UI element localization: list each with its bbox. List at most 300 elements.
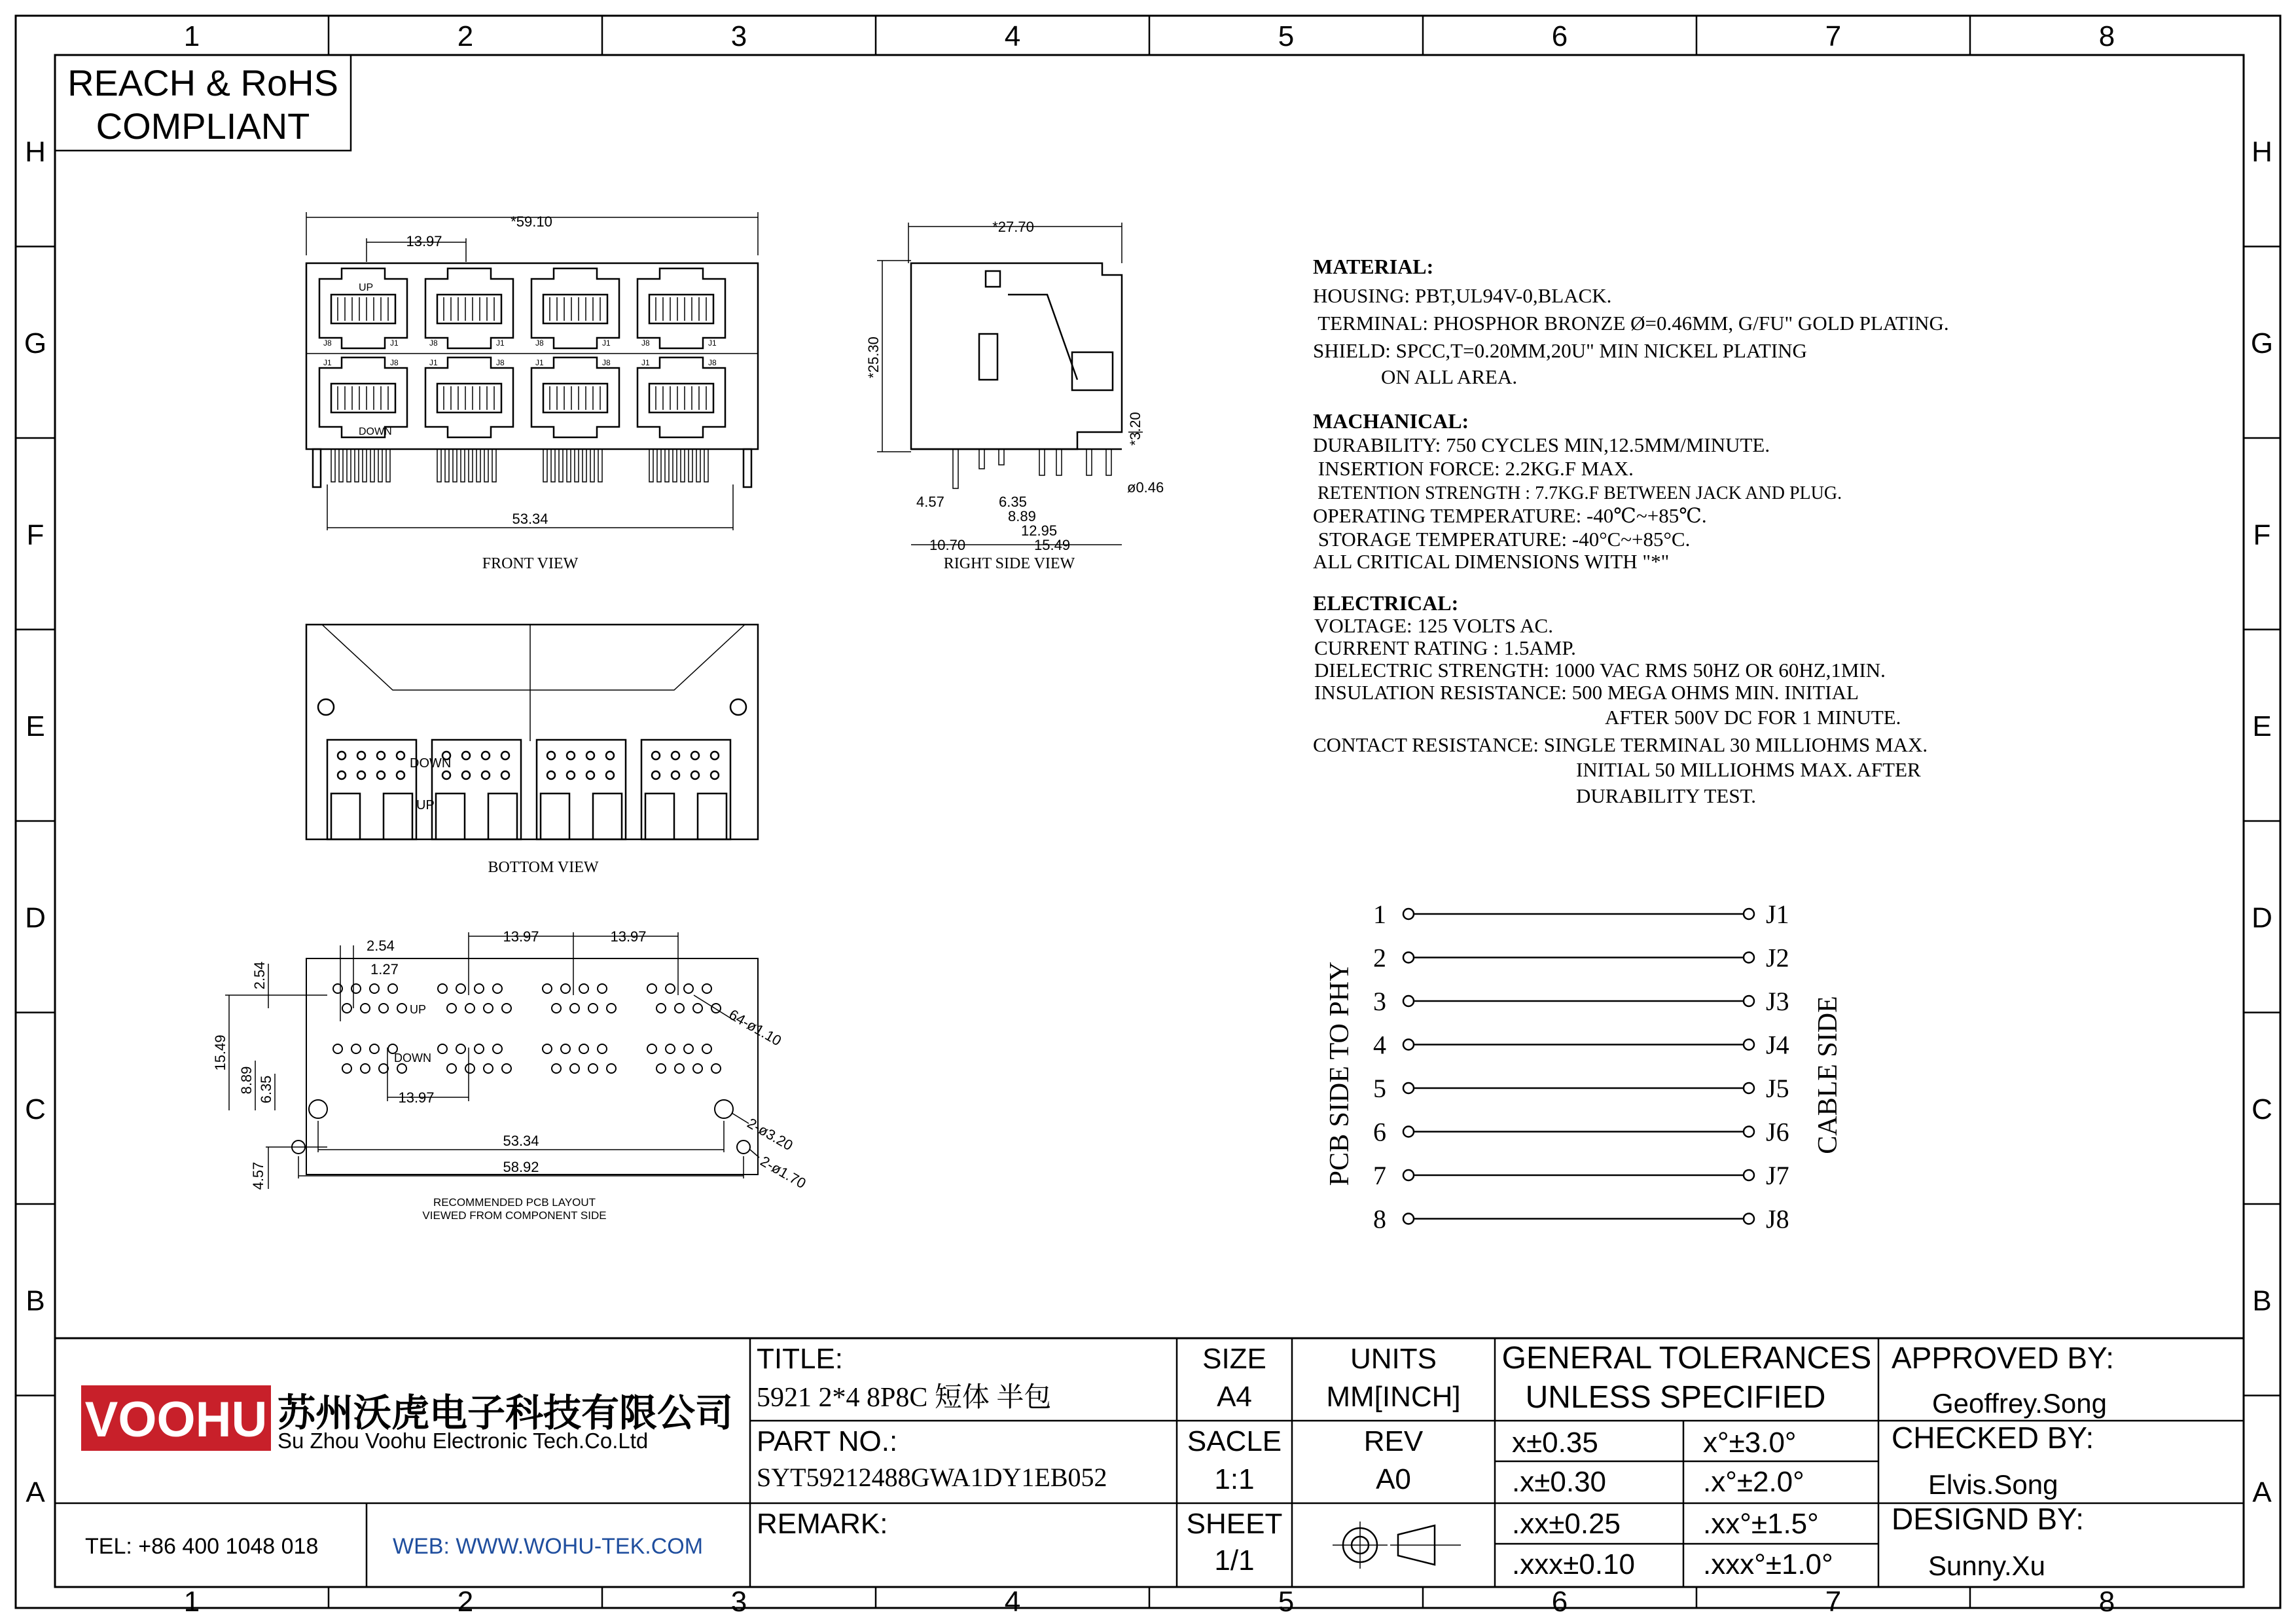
wiring-terminal-right [1744, 996, 1754, 1006]
pcb-pitch-a: 13.97 [503, 928, 539, 945]
bottom-pin [547, 771, 555, 779]
bottom-port-outline [641, 740, 730, 839]
wiring-terminal-left [1403, 1214, 1414, 1224]
pcb-pin-hole [684, 1044, 693, 1053]
bottom-pin [338, 752, 346, 759]
pcb-pin-hole [456, 1044, 465, 1053]
port-outline [425, 268, 513, 348]
pcb-label-line2: VIEWED FROM COMPONENT SIDE [422, 1209, 607, 1222]
rj45-port [637, 357, 725, 437]
front-pin [461, 449, 465, 482]
pcb-layout [212, 928, 809, 1222]
pcb-pin-hole [552, 1004, 561, 1013]
tolerance-x1-angle: .x°±2.0° [1703, 1466, 1804, 1498]
wiring-row [1373, 1205, 1789, 1234]
pcb-pin-hole [656, 1064, 666, 1073]
rj45-port [319, 268, 407, 348]
front-pin [681, 449, 685, 482]
size-value: A4 [1217, 1381, 1252, 1413]
wiring-terminal-left [1403, 1040, 1414, 1050]
approved-label: APPROVED BY: [1892, 1341, 2115, 1375]
zone-column-label: 7 [1825, 1586, 1842, 1618]
pcb-hole-110: 64-ø1.10 [726, 1006, 785, 1049]
pcb-pin-hole [484, 1004, 493, 1013]
wiring-terminal-left [1403, 1083, 1414, 1093]
pcb-pin-hole [647, 984, 656, 993]
pcb-dim-254a: 2.54 [367, 938, 395, 954]
port-opening [543, 384, 607, 412]
pcb-pin-hole [333, 984, 342, 993]
zone-column-label: 8 [2098, 20, 2115, 52]
tolerance-x3: .xxx±0.10 [1512, 1548, 1636, 1580]
zone-column-label: 5 [1278, 1586, 1295, 1618]
bottom-pin [377, 771, 385, 779]
pcb-pin-hole [475, 1044, 484, 1053]
pcb-pin-hole [456, 984, 465, 993]
side-dim-height: *25.30 [865, 337, 882, 378]
zone-row-label: G [2250, 327, 2274, 359]
pcb-pin-hole [370, 1044, 379, 1053]
bottom-pin [442, 771, 450, 779]
side-pin [1106, 449, 1111, 475]
sheet-value: 1/1 [1214, 1544, 1255, 1577]
front-post-right [744, 449, 751, 487]
side-dim-320: *3.20 [1127, 412, 1143, 446]
front-post-left [313, 449, 321, 487]
front-pin [445, 449, 449, 482]
front-pin [657, 449, 661, 482]
material-line-1: HOUSING: PBT,UL94V-0,BLACK. [1313, 284, 1612, 307]
wiring-pin-number: 4 [1373, 1030, 1386, 1060]
wiring-terminal-left [1403, 953, 1414, 963]
bottom-pin [672, 771, 679, 779]
wiring-terminal-right [1744, 1040, 1754, 1050]
zone-row-label: C [25, 1093, 46, 1125]
pcb-pin-hole [647, 1044, 656, 1053]
title-value: 5921 2*4 8P8C 短体 半包 [757, 1383, 1052, 1413]
wiring-terminal-left [1403, 996, 1414, 1006]
wiring-row [1373, 1118, 1789, 1147]
pcb-hole-170: 2-ø1.70 [757, 1152, 809, 1192]
front-pin [331, 449, 335, 482]
pcb-dim-457: 4.57 [250, 1161, 266, 1190]
front-pin [583, 449, 586, 482]
front-pin [543, 449, 547, 482]
electrical-line-5: AFTER 500V DC FOR 1 MINUTE. [1605, 706, 1901, 729]
wiring-pin-label: J8 [1766, 1204, 1789, 1234]
approved-value: Geoffrey.Song [1932, 1388, 2107, 1419]
company-web: WEB: WWW.WOHU-TEK.COM [393, 1534, 704, 1559]
zone-column-label: 7 [1825, 20, 1842, 52]
rj45-port [531, 357, 619, 437]
pcb-pin-hole [656, 1004, 666, 1013]
bottom-latch [593, 793, 622, 839]
port-outline [319, 268, 407, 348]
pcb-pin-hole [351, 984, 361, 993]
bottom-pin [338, 771, 346, 779]
side-dim-889: 8.89 [1008, 508, 1036, 524]
port-opening [331, 295, 395, 323]
bottom-pin [672, 752, 679, 759]
projection-symbol-icon [1333, 1522, 1461, 1569]
bottom-pin [357, 771, 365, 779]
pcb-pin-hole [484, 1064, 493, 1073]
bottom-pin [547, 752, 555, 759]
bottom-pin [501, 771, 509, 779]
pcb-pin-hole [397, 1004, 406, 1013]
wiring-terminal-right [1744, 909, 1754, 919]
bottom-view-label: BOTTOM VIEW [488, 859, 599, 876]
pcb-pin-hole [693, 1064, 702, 1073]
tolerance-x: x±0.35 [1512, 1427, 1598, 1459]
pcb-pin-hole [711, 1064, 721, 1073]
zone-row-label: A [26, 1476, 45, 1508]
mechanical-line-1: DURABILITY: 750 CYCLES MIN,12.5MM/MINUTE. [1313, 433, 1770, 456]
zone-row-label: E [26, 710, 45, 742]
rj45-port [425, 268, 513, 348]
bottom-pin [652, 771, 660, 779]
rev-value: A0 [1376, 1463, 1411, 1495]
port-pin-label: J1 [390, 338, 399, 348]
pcb-dim-635: 6.35 [258, 1075, 274, 1104]
port-opening [543, 295, 607, 323]
bottom-pin [377, 752, 385, 759]
compliance-box [55, 55, 351, 151]
wiring-terminal-left [1403, 1127, 1414, 1137]
compliance-line1: REACH & RoHS [67, 62, 338, 103]
electrical-title: ELECTRICAL: [1313, 591, 1459, 615]
wiring-pin-label: J6 [1766, 1117, 1789, 1147]
port-opening [649, 384, 713, 412]
zone-column-label: 6 [1551, 20, 1568, 52]
bottom-latch [331, 793, 360, 839]
port-opening [649, 295, 713, 323]
wiring-pin-number: 6 [1373, 1117, 1386, 1147]
side-dim-width: *27.70 [992, 219, 1034, 235]
pcb-pin-hole [333, 1044, 342, 1053]
pcb-pin-hole [588, 1004, 598, 1013]
front-pin [469, 449, 473, 482]
pcb-pin-hole [552, 1064, 561, 1073]
electrical-line-7: INITIAL 50 MILLIOHMS MAX. AFTER [1576, 758, 1921, 781]
pcb-pin-hole [397, 1064, 406, 1073]
port-up-label: UP [359, 282, 374, 293]
tolerance-title-1: GENERAL TOLERANCES [1501, 1341, 1872, 1376]
bottom-latch [488, 793, 517, 839]
pcb-pin-hole [666, 1044, 675, 1053]
front-pin [575, 449, 579, 482]
bottom-pin [397, 771, 404, 779]
designed-value: Sunny.Xu [1928, 1550, 2046, 1581]
front-pin [476, 449, 480, 482]
pcb-pin-hole [675, 1004, 684, 1013]
bottom-pin [482, 752, 490, 759]
pcb-pin-hole [438, 984, 447, 993]
zone-row-label: C [2251, 1093, 2272, 1125]
title-label: TITLE: [757, 1343, 844, 1375]
port-outline [637, 357, 725, 437]
wiring-pin-label: J1 [1766, 900, 1789, 929]
port-pin-label: J8 [708, 358, 717, 367]
zone-column-label: 3 [730, 1586, 747, 1618]
wiring-terminal-right [1744, 1170, 1754, 1180]
zone-column-label: 2 [457, 20, 474, 52]
front-pin [649, 449, 653, 482]
company-name-en: Su Zhou Voohu Electronic Tech.Co.Ltd [278, 1429, 649, 1453]
wiring-pin-number: 1 [1373, 900, 1386, 929]
port-pin-label: J8 [390, 358, 399, 367]
port-opening [331, 384, 395, 412]
wiring-right-label: CABLE SIDE [1813, 996, 1843, 1154]
wiring-pin-label: J3 [1766, 987, 1789, 1016]
right-side-view [865, 219, 1164, 572]
material-line-3: SHIELD: SPCC,T=0.20MM,20U" MIN NICKEL PLATING [1313, 339, 1807, 362]
port-pin-label: J1 [641, 358, 650, 367]
port-pin-label: J8 [602, 358, 611, 367]
pcb-pin-hole [361, 1004, 370, 1013]
zone-row-label: H [25, 136, 46, 168]
front-dim-pitch: 13.97 [406, 233, 442, 249]
right-side-view-label: RIGHT SIDE VIEW [943, 555, 1075, 572]
wiring-terminal-right [1744, 953, 1754, 963]
front-pin [590, 449, 594, 482]
zone-column-label: 5 [1278, 20, 1295, 52]
electrical-line-4: INSULATION RESISTANCE: 500 MEGA OHMS MIN. INITIAL [1314, 681, 1859, 704]
part-no-value: SYT59212488GWA1DY1EB052 [757, 1463, 1107, 1492]
tolerance-title-2: UNLESS SPECIFIED [1525, 1380, 1826, 1415]
front-pin [673, 449, 677, 482]
bottom-pin [652, 752, 660, 759]
front-pin [370, 449, 374, 482]
pcb-pin-hole [493, 1044, 502, 1053]
wiring-pin-label: J5 [1766, 1074, 1789, 1103]
pcb-pin-hole [447, 1064, 456, 1073]
port-outline [531, 357, 619, 437]
wiring-pin-number: 5 [1373, 1074, 1386, 1103]
size-label: SIZE [1202, 1343, 1266, 1375]
pcb-pitch-c: 13.97 [398, 1089, 435, 1106]
bottom-pin [501, 752, 509, 759]
bottom-port [327, 740, 416, 839]
pcb-down-label: DOWN [394, 1051, 431, 1065]
bottom-latch [384, 793, 412, 839]
scale-value: 1:1 [1214, 1463, 1255, 1495]
port-opening [437, 384, 501, 412]
pcb-pin-hole [607, 1004, 616, 1013]
front-pin [339, 449, 343, 482]
port-pin-label: J1 [602, 338, 611, 348]
designed-label: DESIGND BY: [1892, 1502, 2084, 1536]
pcb-pin-hole [579, 984, 588, 993]
front-pin [559, 449, 563, 482]
zone-column-label: 2 [457, 1586, 474, 1618]
wiring-terminal-right [1744, 1214, 1754, 1224]
checked-label: CHECKED BY: [1892, 1421, 2094, 1455]
units-label: UNITS [1350, 1343, 1437, 1375]
bottom-latch [541, 793, 569, 839]
pcb-mount-hole-left [309, 1100, 327, 1118]
pcb-hole-320: 2-ø3.20 [744, 1114, 796, 1154]
mechanical-line-2: INSERTION FORCE: 2.2KG.F MAX. [1313, 457, 1634, 480]
wiring-row [1373, 987, 1789, 1016]
side-pin [1039, 449, 1045, 475]
title-block [55, 1338, 2244, 1587]
wiring-terminal-left [1403, 909, 1414, 919]
bottom-pin [691, 771, 699, 779]
port-outline [637, 268, 725, 348]
rj45-port [425, 357, 513, 437]
bottom-view [306, 625, 758, 876]
port-pin-label: J1 [429, 358, 438, 367]
pcb-pin-hole [342, 1004, 351, 1013]
side-pin [999, 449, 1004, 465]
pcb-dim-5892: 58.92 [503, 1159, 539, 1175]
bottom-pin [711, 752, 719, 759]
wiring-pin-number: 3 [1373, 987, 1386, 1016]
logo-text: VOOHU [84, 1392, 268, 1448]
wiring-row [1373, 1074, 1789, 1103]
pcb-pin-hole [438, 1044, 447, 1053]
electrical-line-6: CONTACT RESISTANCE: SINGLE TERMINAL 30 MILLIOHMS MAX. [1313, 733, 1928, 756]
pcb-up-label: UP [410, 1003, 427, 1016]
pcb-label-line1: RECOMMENDED PCB LAYOUT [433, 1196, 596, 1209]
pcb-dim-1549: 15.49 [212, 1034, 228, 1071]
pcb-pin-hole [598, 1044, 607, 1053]
mechanical-line-6: ALL CRITICAL DIMENSIONS WITH "*" [1313, 550, 1670, 573]
zone-row-label: F [26, 519, 45, 551]
mechanical-line-3: RETENTION STRENGTH : 7.7KG.F BETWEEN JACK AND PLUG. [1313, 483, 1842, 503]
zone-row-label: A [2252, 1476, 2272, 1508]
wiring-terminal-right [1744, 1127, 1754, 1137]
pcb-pin-hole [465, 1064, 475, 1073]
pcb-pin-hole [447, 1004, 456, 1013]
bottom-port [432, 740, 521, 839]
front-pin [704, 449, 708, 482]
zone-column-label: 8 [2098, 1586, 2115, 1618]
front-dim-base: 53.34 [512, 511, 548, 527]
rj45-port [531, 268, 619, 348]
bottom-pin [462, 752, 470, 759]
front-pin [551, 449, 555, 482]
front-pin [355, 449, 359, 482]
side-pin [1056, 449, 1062, 475]
pcb-pin-hole [579, 1044, 588, 1053]
bottom-pin [606, 752, 614, 759]
pcb-mount-hole-right [715, 1100, 733, 1118]
port-outline [531, 268, 619, 348]
tolerance-x2: .xx±0.25 [1512, 1508, 1621, 1540]
port-pin-label: J8 [429, 338, 438, 348]
pcb-pin-hole [379, 1064, 388, 1073]
material-line-2: TERMINAL: PHOSPHOR BRONZE Ø=0.46MM, G/FU" GOLD PLATING. [1313, 312, 1949, 335]
port-pin-label: J8 [535, 338, 544, 348]
zone-labels [24, 20, 2273, 1618]
front-view [306, 212, 758, 572]
bottom-port-outline [327, 740, 416, 839]
bottom-port [641, 740, 730, 839]
pcb-dim-889: 8.89 [238, 1066, 255, 1095]
wiring-pin-label: J4 [1766, 1030, 1789, 1060]
bottom-latch [436, 793, 465, 839]
front-dim-width: *59.10 [511, 213, 552, 230]
zone-row-label: B [2252, 1285, 2272, 1317]
front-pin [567, 449, 571, 482]
pcb-pin-hole [570, 1064, 579, 1073]
pcb-pin-hole [379, 1004, 388, 1013]
side-dim-457: 4.57 [916, 494, 944, 510]
pcb-pin-hole [666, 984, 675, 993]
wiring-pin-label: J7 [1766, 1161, 1789, 1190]
front-pin [665, 449, 669, 482]
port-pin-label: J1 [496, 338, 505, 348]
pcb-dim-254b: 2.54 [251, 961, 268, 990]
units-value: MM[INCH] [1326, 1381, 1461, 1413]
port-outline [425, 357, 513, 437]
bottom-pin [711, 771, 719, 779]
side-pin [953, 449, 958, 488]
pcb-pin-hole [684, 984, 693, 993]
side-dim-046: ø0.46 [1127, 479, 1164, 496]
port-opening [437, 295, 501, 323]
pcb-pin-hole [702, 1044, 711, 1053]
zone-row-label: D [25, 902, 46, 934]
pcb-small-hole-right [737, 1140, 750, 1154]
pcb-pin-hole [475, 984, 484, 993]
port-pin-label: J1 [535, 358, 544, 367]
bottom-pin [586, 771, 594, 779]
compliance-line2: COMPLIANT [96, 105, 310, 147]
port-down-label: DOWN [359, 426, 392, 437]
mechanical-line-5: STORAGE TEMPERATURE: -40°C~+85°C. [1313, 528, 1691, 551]
wiring-pin-number: 8 [1373, 1204, 1386, 1234]
pcb-pin-hole [588, 1064, 598, 1073]
side-dim-1070: 10.70 [929, 537, 966, 553]
pcb-pitch-b: 13.97 [610, 928, 647, 945]
scale-label: SACLE [1187, 1425, 1282, 1457]
bottom-pin [482, 771, 490, 779]
front-pin [386, 449, 390, 482]
port-outline [319, 357, 407, 437]
pcb-pin-hole [693, 1004, 702, 1013]
bottom-pin [691, 752, 699, 759]
zone-row-label: D [2251, 902, 2272, 934]
bottom-latch [698, 793, 726, 839]
pcb-pin-hole [675, 1064, 684, 1073]
company-name-cn: 苏州沃虎电子科技有限公司 [278, 1392, 734, 1434]
side-dim-635: 6.35 [999, 494, 1027, 510]
front-pin [378, 449, 382, 482]
front-pin [492, 449, 496, 482]
bottom-pin [397, 752, 404, 759]
mechanical-line-4: OPERATING TEMPERATURE: -40℃~+85℃. [1313, 504, 1707, 527]
pcb-pin-hole [388, 984, 397, 993]
front-pin [363, 449, 367, 482]
zone-column-label: 3 [730, 20, 747, 52]
pcb-pin-hole [702, 984, 711, 993]
port-pin-label: J8 [323, 338, 332, 348]
pcb-pin-hole [561, 984, 570, 993]
wiring-left-label: PCB SIDE TO PHY [1325, 961, 1355, 1186]
pcb-pin-hole [570, 1004, 579, 1013]
wiring-row [1373, 1030, 1789, 1060]
bottom-down-label: DOWN [410, 756, 452, 771]
wiring-terminal-right [1744, 1083, 1754, 1093]
bottom-latch [645, 793, 674, 839]
front-pin [696, 449, 700, 482]
zone-column-label: 1 [183, 1586, 200, 1618]
wiring-row [1373, 900, 1789, 929]
pcb-pin-hole [543, 1044, 552, 1053]
